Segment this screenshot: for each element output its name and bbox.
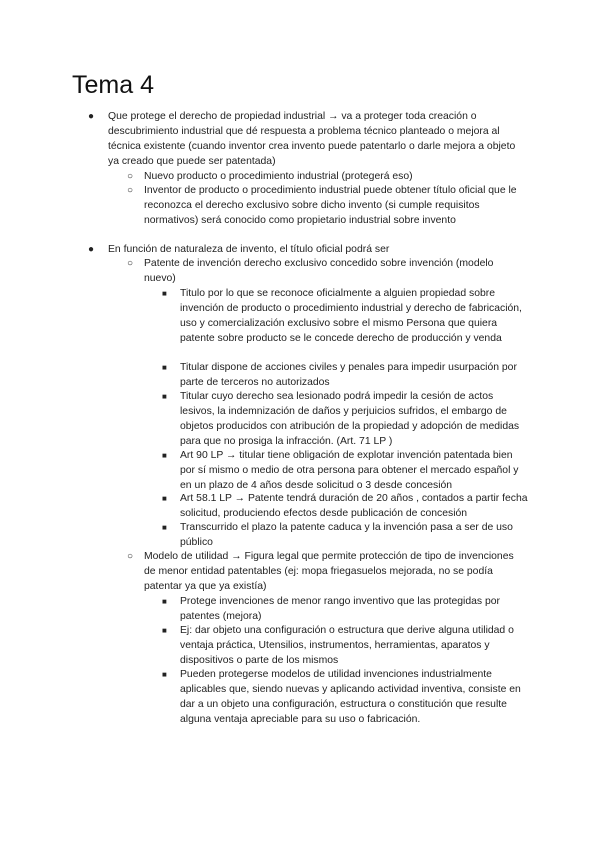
list-item <box>127 169 528 184</box>
list-item-text: Que protege el derecho de propiedad industrial → va a proteger toda creación o descubrimiento industrial que dé respuesta a problema técnico planteado o mejora al técnica existente (cuando inventor crea invento puede patentarlo o darle mejora a objeto ya creado que puede ser patentada) <box>108 111 516 167</box>
bullet-square-icon: ■ <box>162 392 167 401</box>
list-item-text: Titular dispone de acciones civiles y penales para impedir usurpación por parte de terceros no autorizados <box>180 362 517 388</box>
bullet-square-icon: ■ <box>162 597 167 606</box>
list-item <box>162 389 528 449</box>
bullet-circle-icon: ○ <box>127 551 134 562</box>
list-item-text: Art 58.1 LP → Patente tendrá duración de 20 años , contados a partir fecha solicitud, produciendo efectos desde publicación de concesión <box>180 493 528 519</box>
list-item <box>162 448 528 493</box>
list-item <box>162 491 528 521</box>
bullet-disc-icon: ● <box>88 111 95 122</box>
list-item-text: Ej: dar objeto una configuración o estructura que derive alguna utilidad o ventaja práctica, Utensilios, instrumentos, herramientas, aparatos y dispositivos o parte de los mismos <box>180 625 514 666</box>
list-item <box>162 360 528 390</box>
bullet-square-icon: ■ <box>162 670 167 679</box>
list-item-text: Patente de invención derecho exclusivo concedido sobre invención (modelo nuevo) <box>144 258 494 284</box>
page-title: Tema 4 <box>72 71 154 99</box>
list-item <box>162 594 528 624</box>
list-item <box>162 623 528 668</box>
list-item-text: Transcurrido el plazo la patente caduca y la invención pasa a ser de uso público <box>180 522 513 548</box>
list-item <box>88 242 528 257</box>
list-item-text: Titulo por lo que se reconoce oficialmente a alguien propiedad sobre invención de producto o procedimiento industrial y derecho de fabricación, uso y comercialización exclusivo sobre el mismo Persona que quiera patente sobre producto se le concede derecho de producción y venda <box>180 288 522 344</box>
list-item <box>88 109 528 169</box>
bullet-circle-icon: ○ <box>127 258 134 269</box>
list-item <box>162 520 528 550</box>
list-item-text: En función de naturaleza de invento, el título oficial podrá ser <box>108 244 390 255</box>
bullet-circle-icon: ○ <box>127 185 134 196</box>
list-item-text: Titular cuyo derecho sea lesionado podrá impedir la cesión de actos lesivos, la indemnización de daños y perjuicios sufridos, el embargo de objetos producidos con atribución de la propiedad y adopción de medidas para que no prosiga la infracción. (Art. 71 LP ) <box>180 391 520 447</box>
bullet-square-icon: ■ <box>162 626 167 635</box>
list-item <box>127 549 528 594</box>
list-item-text: Pueden protegerse modelos de utilidad invenciones industrialmente aplicables que, siendo nuevas y aplicando actividad inventiva, consiste en dar a un objeto una configuración, estructura o constitución que resulte alguna ventaja apreciable para su uso o fabricación. <box>180 669 521 725</box>
bullet-square-icon: ■ <box>162 289 167 298</box>
bullet-circle-icon: ○ <box>127 171 134 182</box>
list-item <box>127 183 528 228</box>
bullet-square-icon: ■ <box>162 494 167 503</box>
list-item <box>162 667 528 727</box>
list-item-text: Inventor de producto o procedimiento industrial puede obtener título oficial que le reconozca el derecho exclusivo sobre dicho invento (si cumple requisitos normativos) será conocido como propietario industrial sobre invento <box>144 185 517 226</box>
bullet-disc-icon: ● <box>88 244 95 255</box>
list-item-text: Modelo de utilidad → Figura legal que permite protección de tipo de invenciones de menor entidad patentables (ej: mopa friegasuelos mejorada, no se podía patentar ya que ya existía) <box>144 551 514 592</box>
bullet-square-icon: ■ <box>162 363 167 372</box>
list-item-text: Protege invenciones de menor rango inventivo que las protegidas por patentes (mejora) <box>180 596 501 622</box>
bullet-square-icon: ■ <box>162 523 167 532</box>
list-item <box>127 256 528 286</box>
list-item <box>162 286 528 346</box>
bullet-square-icon: ■ <box>162 451 167 460</box>
list-item-text: Nuevo producto o procedimiento industrial (protegerá eso) <box>144 171 413 182</box>
list-item-text: Art 90 LP → titular tiene obligación de explotar invención patentada bien por sí mismo o medio de otra persona para obtener el mercado español y en un plazo de 4 años desde solicitud o 3 desde concesión <box>180 450 519 491</box>
